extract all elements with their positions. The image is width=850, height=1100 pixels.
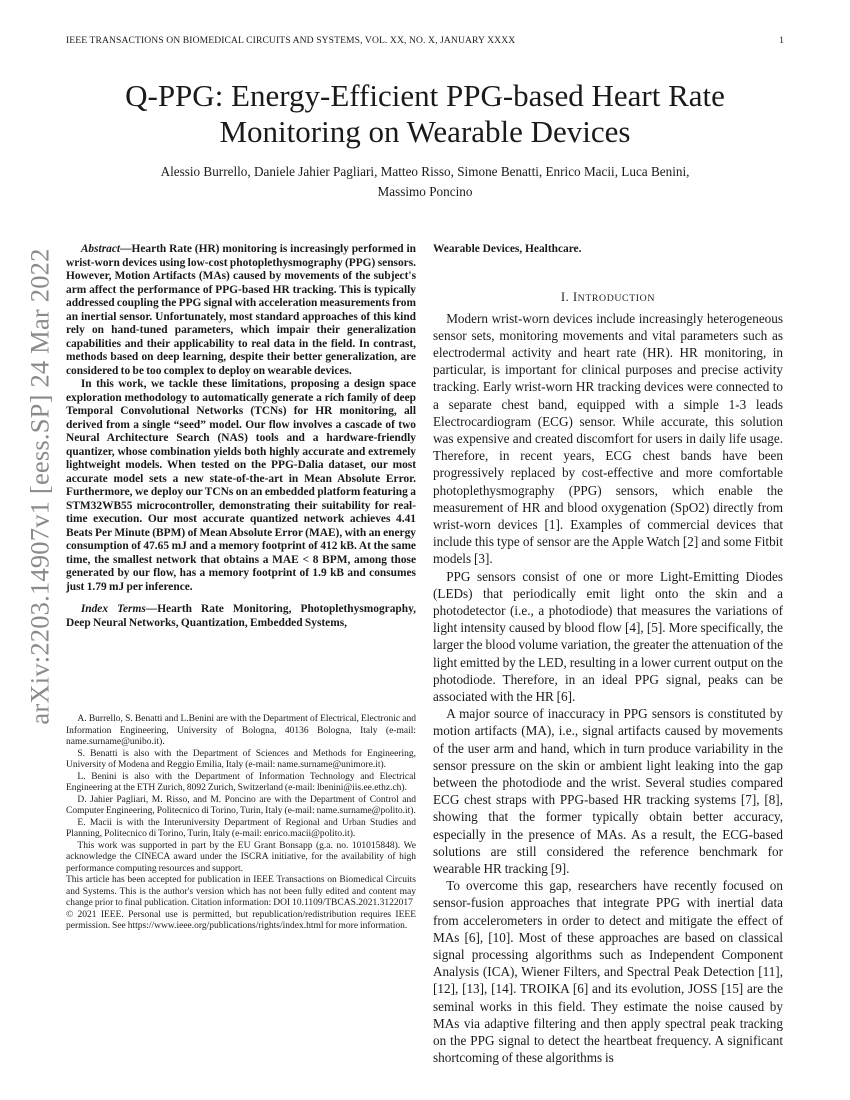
abstract-text-1: —Hearth Rate (HR) monitoring is increasingly performed in wrist-worn devices using low-cost photoplethysmography (PPG) sensors. However, Motion Artifacts (MAs) caused by movements of the subject's arm affect the performance of PPG-based HR tracking. This is typically addressed coupling the PPG signal with acceleration measurements from an inertial sensor. Unfortunately, most standard approaches of this kind rely on hand-tuned parameters, which impair their generalization capabilities and their applicability to real data in the field. In contrast, methods based on deep learning, despite their better generalization, are considered to be too complex to deploy on wearable devices. bbox=[66, 243, 416, 377]
intro-paragraph-2: PPG sensors consist of one or more Light-Emitting Diodes (LEDs) that periodically emit light onto the skin and a photodetector (i.e., a photodiode) that measures the variations of light intensity caused by blood flow [4], [5]. More specifically, the larger the blood volume variation, the greater the attenuation of the light emitted by the LED, resulting in a lower current output on the photodiode. Therefore, in an ideal PPG signal, peaks can be associated with the HR [6]. bbox=[433, 568, 783, 704]
section-title: INTRODUCTION bbox=[572, 289, 655, 304]
index-terms-label: Index Terms bbox=[80, 603, 146, 615]
journal-header: IEEE TRANSACTIONS ON BIOMEDICAL CIRCUITS AND SYSTEMS, VOL. XX, NO. X, JANUARY XXXX bbox=[66, 35, 516, 46]
footnote-affiliation-2: S. Benatti is also with the Department of Sciences and Methods for Engineering, University of Modena and Reggio Emilia, Italy (e-mail: name.surname@unimore.it). bbox=[66, 748, 416, 770]
intro-paragraph-4: To overcome this gap, researchers have recently focused on sensor-fusion approaches that integrate PPG with inertial data from accelerometers in order to detect and mitigate the effect of MAs [6], [10]. Most of these approaches are based on classical signal processing algorithms such as Independent Component Analysis (ICA), Wiener Filters, and Spectral Peak Detection [11], [12], [13], [14]. TROIKA [6] and its evolution, JOSS [15] are the seminal works in this field. They estimate the noise caused by MAs via adaptive filtering and then apply spectral peak tracking on the PPG signal to detect the heartbeat frequency. A significant shortcoming of these algorithms is bbox=[433, 878, 783, 1066]
paper-title bbox=[66, 78, 784, 150]
abstract bbox=[66, 243, 416, 630]
abstract-paragraph-2: In this work, we tackle these limitations, proposing a design space exploration methodology to automatically generate a rich family of deep Temporal Convolutional Networks (TCNs) for HR monitoring, all derived from a single “seed” model. Our flow involves a cascade of two Neural Architecture Search (NAS) tools and a hardware-friendly quantizer, whose combination yields both highly accurate and extremely lightweight models. When tested on the PPG-Dalia dataset, our most accurate model sets a new state-of-the-art in Mean Absolute Error. Furthermore, we deploy our TCNs on an embedded platform featuring a STM32WB55 microcontroller, demonstrating their suitability for real-time execution. Our most accurate quantized network achieves 4.41 Beats Per Minute (BPM) of Mean Absolute Error (MAE), with an energy consumption of 47.65 mJ and a memory footprint of 412 kB. At the same time, the smallest network that obtains a MAE < 8 BPM, among those generated by our flow, has a memory footprint of 1.9 kB and consumes just 1.79 mJ per inference. bbox=[66, 378, 416, 593]
abstract-paragraph-1 bbox=[66, 243, 416, 378]
footnote-funding: This work was supported in part by the EU Grant Bonsapp (g.a. no. 101015848). We acknowledge the CINECA award under the ISCRA initiative, for the availability of high performance computing resources and support. bbox=[66, 840, 416, 874]
title-line-2: Monitoring on Wearable Devices bbox=[219, 114, 631, 149]
footnote-affiliation-3: L. Benini is also with the Department of Information Technology and Electrical Engineering at the ETH Zurich, 8092 Zurich, Switzerland (e-mail: lbenini@iis.ee.ethz.ch). bbox=[66, 771, 416, 793]
section-number: I. bbox=[561, 289, 570, 304]
left-column bbox=[66, 243, 416, 630]
right-column bbox=[433, 243, 783, 1066]
section-heading bbox=[433, 290, 783, 305]
index-terms-continued: Wearable Devices, Healthcare. bbox=[433, 243, 582, 255]
authors-line-1: Alessio Burrello, Daniele Jahier Pagliari, Matteo Risso, Simone Benatti, Enrico Macii, Luca Benini, bbox=[160, 164, 690, 179]
author-list bbox=[66, 162, 784, 202]
page-number: 1 bbox=[779, 35, 784, 46]
title-line-1: Q-PPG: Energy-Efficient PPG-based Heart Rate bbox=[125, 78, 725, 113]
publication-note: This article has been accepted for publication in IEEE Transactions on Biomedical Circuits and Systems. This is the author's version which has not been fully edited and content may change prior to final publication. Citation information: DOI 10.1109/TBCAS.2021.3122017 bbox=[66, 875, 416, 908]
intro-paragraph-3: A major source of inaccuracy in PPG sensors is constituted by motion artifacts (MA), i.e., signal artifacts caused by movements of the user arm and hand, which in turn produce variability in the sensor pressure on the skin or ambient light leaking into the gap between the photodiode and the wrist. Several studies compared ECG chest straps with PPG-based HR tracking systems [7], [8], showing that the former typically obtain better accuracy, especially in the presence of MAs. As a result, the ECG-based solutions are still considered the reference benchmark for wearable HR tracking [9]. bbox=[433, 706, 783, 876]
arxiv-identifier: arXiv:2203.14907v1 [eess.SP] 24 Mar 2022 bbox=[24, 247, 55, 725]
index-terms bbox=[66, 603, 416, 630]
copyright-note: © 2021 IEEE. Personal use is permitted, but republication/redistribution requires IEEE permission. See https://www.ieee.org/publications/rights/index.html for more information. bbox=[66, 909, 416, 931]
introduction-body bbox=[433, 310, 783, 1067]
footnote-affiliation-1: A. Burrello, S. Benatti and L.Benini are with the Department of Electrical, Electronic and Information Engineering, University of Bologna, 40136 Bologna, Italy (e-mail: name.surname@unibo.it). bbox=[66, 714, 416, 747]
abstract-label: Abstract bbox=[80, 243, 121, 255]
footnote-affiliation-4: D. Jahier Pagliari, M. Risso, and M. Poncino are with the Department of Control and Computer Engineering, Politecnico di Torino, Turin, Italy (e-mail: name.surname@polito.it). bbox=[66, 794, 416, 816]
footnotes bbox=[66, 714, 416, 933]
running-header bbox=[66, 35, 784, 49]
index-terms-text: —Hearth Rate Monitoring, Photoplethysmography, Deep Neural Networks, Quantization, Embedded Systems, bbox=[66, 603, 416, 629]
intro-paragraph-1: Modern wrist-worn devices include increasingly heterogeneous sensor sets, monitoring movements and vital parameters such as electrodermal activity and heart rate (HR). HR monitoring, in particular, is important for clinical purposes and precise activity tracking. Early wrist-worn HR tracking devices were connected to a separate chest band, equipped with a simple 1-3 leads Electrocardiogram (ECG) sensor. While accurate, this solution was expensive and created discomfort for users in daily life usage. Therefore, in recent years, ECG chest bands have been progressively replaced by cost-effective and more comfortable photoplethysmography (PPG) sensors, which enable the measurement of HR and blood oxygenation (SpO2) directly from wrist-worn devices [1]. Examples of commercial devices that include this type of sensor are the Apple Watch [2] and some Fitbit models [3]. bbox=[433, 310, 783, 567]
footnote-affiliation-5: E. Macii is with the Interuniversity Department of Regional and Urban Studies and Planning, Politecnico di Torino, Turin, Italy (e-mail: enrico.macii@polito.it). bbox=[66, 817, 416, 839]
arxiv-stamp bbox=[20, 247, 60, 725]
authors-line-2: Massimo Poncino bbox=[377, 184, 473, 199]
